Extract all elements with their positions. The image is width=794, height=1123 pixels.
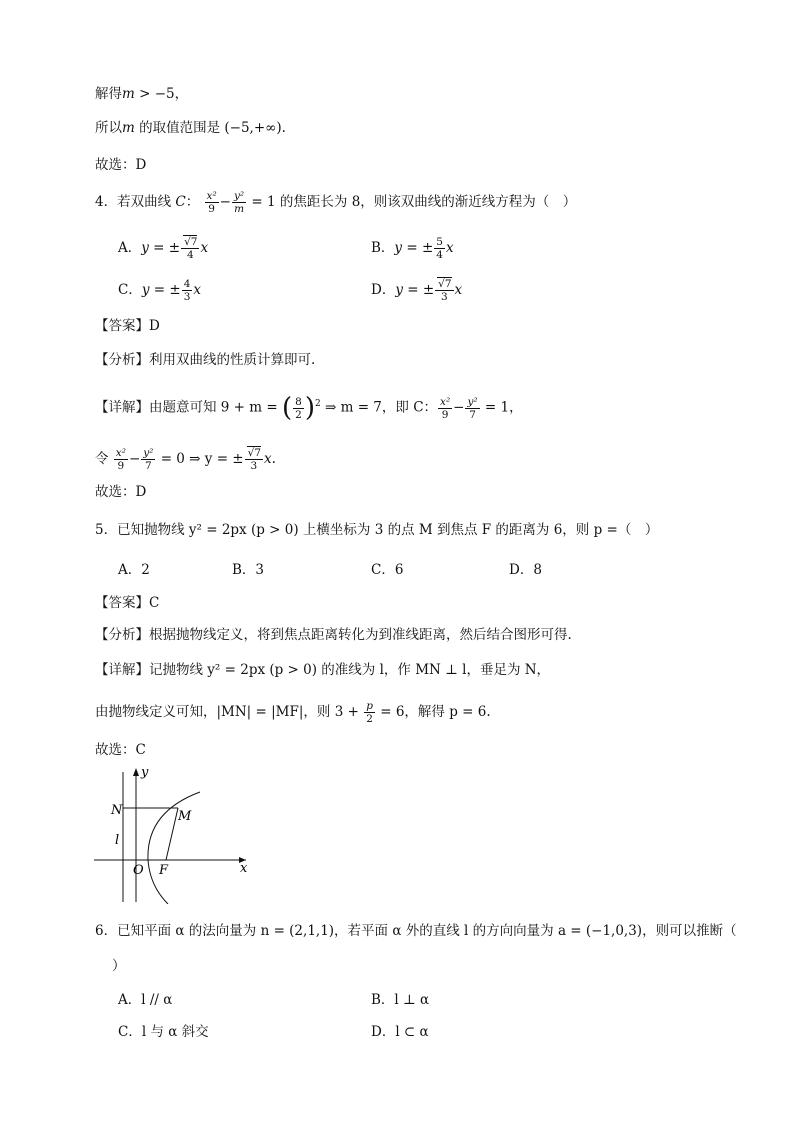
label-x: x — [240, 861, 248, 876]
label-f: F — [159, 863, 169, 878]
q4-option-c: C．y = ± $\frac{4}{3}$ x — [118, 278, 201, 303]
label-l: l — [115, 833, 120, 848]
parabola-curve — [148, 792, 200, 904]
q5-answer-choice: 故选：C — [95, 742, 146, 758]
q5-detail-line2: 由抛物线定义可知，|MN| = |MF|，则 3 + $\frac{p}{2}$ = 6，解得 p = 6. — [95, 700, 491, 725]
q5-option-a: A．2 — [118, 562, 150, 578]
q4-option-d: D．y = ± $\frac{√7}{3}$ x — [371, 278, 463, 303]
q5-answer: 【答案】C — [95, 595, 160, 611]
label-m: M — [178, 809, 192, 824]
y-axis-arrow — [133, 768, 139, 776]
q5-option-b: B．3 — [232, 562, 265, 578]
q4-answer-choice: 故选：D — [95, 484, 147, 500]
q6-stem-line2: ） — [112, 958, 126, 974]
parabola-figure — [88, 762, 260, 904]
q5-detail-line1: 【详解】记抛物线 y² = 2px (p > 0) 的准线为 l，作 MN ⊥ l，垂足为 N， — [95, 662, 551, 678]
q4-stem: 4．若双曲线 C： $\frac{\text{x²}}{9}$ − $\frac{\text{y²}}{m}$ = 1 的焦距长为 8，则该双曲线的渐近线方程为（ ） — [95, 190, 577, 215]
segment-mf — [166, 808, 178, 860]
label-y: y — [141, 765, 149, 780]
q4-detail-line2: 令 $\frac{\text{x²}}{9}$ − $\frac{\text{y²}}{7}$ = 0 ⇒ y = ± $\frac{√7}{3}$ x. — [95, 447, 276, 472]
q5-stem: 5．已知抛物线 y² = 2px (p > 0) 上横坐标为 3 的点 M 到焦点 F 的距离为 6，则 p =（ ） — [95, 522, 659, 538]
label-n: N — [111, 803, 123, 818]
q6-stem-line1: 6．已知平面 α 的法向量为 n = (2,1,1)，若平面 α 外的直线 l 的方向向量为 a = (−1,0,3)，则可以推断（ — [95, 923, 737, 939]
q4-detail-line1: 【详解】由题意可知 9 + m = ( $\frac{8}{2}$ )$^2$ ⇒ m = 7，即 C： $\frac{\text{x²}}{9}$ − $\frac{\text{y²}}{7}$ = 1， — [95, 393, 523, 423]
q4-answer: 【答案】D — [95, 318, 160, 334]
q3-solve-line: 解得m > −5， — [95, 86, 189, 102]
q4-option-b: B．y = ± $\frac{5}{4}$ x — [371, 236, 454, 261]
q5-analysis: 【分析】根据抛物线定义，将到焦点距离转化为到准线距离，然后结合图形可得. — [95, 627, 572, 643]
q6-option-c: C．l 与 α 斜交 — [118, 1024, 209, 1040]
q6-option-d: D．l ⊂ α — [371, 1024, 429, 1040]
q3-answer-choice: 故选：D — [95, 157, 147, 173]
label-o: O — [133, 863, 144, 878]
q3-range-line: 所以m 的取值范围是 (−5,+∞). — [95, 120, 286, 136]
q6-option-b: B．l ⊥ α — [371, 992, 430, 1008]
q5-option-c: C．6 — [371, 562, 404, 578]
q4-option-a: A．y = ± $\frac{√7}{4}$ x — [118, 236, 209, 261]
q5-option-d: D．8 — [509, 562, 542, 578]
q6-option-a: A．l // α — [118, 992, 173, 1008]
q4-analysis: 【分析】利用双曲线的性质计算即可. — [95, 352, 316, 368]
